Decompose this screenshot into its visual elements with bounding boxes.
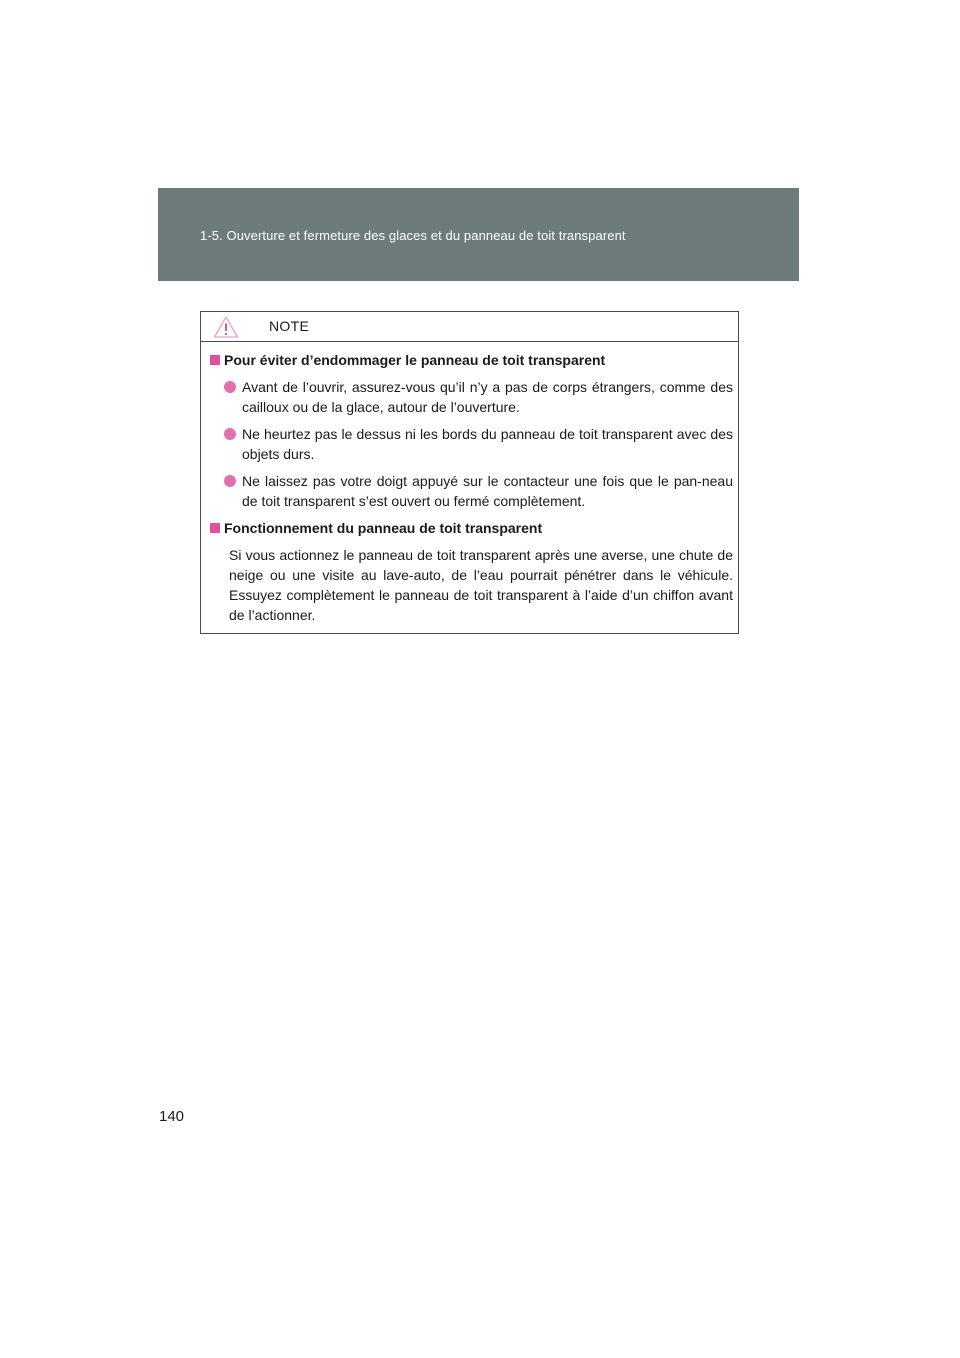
note-box [200,311,739,634]
note-header [201,312,738,342]
square-bullet-icon [210,523,220,533]
list-item [210,424,733,464]
section-heading [210,350,733,370]
section-heading-text: Fonctionnement du panneau de toit transparent [224,520,543,536]
list-item [210,377,733,417]
list-item-text: Avant de l’ouvrir, assurez-vous qu’il n’y a pas de corps étrangers, comme des cailloux ou de la glace, autour de l’ouverture. [242,379,733,415]
note-body [210,350,733,625]
note-title: NOTE [269,318,310,334]
round-bullet-icon [224,428,236,440]
section-heading-text: Pour éviter d’endommager le panneau de toit transparent [224,352,606,368]
square-bullet-icon [210,355,220,365]
section-paragraph: Si vous actionnez le panneau de toit transparent après une averse, une chute de neige ou une visite au lave-auto, de l’eau pourrait pénétrer dans le véhicule. Essuyez complètement le panneau de toit transparent à l’aide d’un chiffon avant de l’actionner. [229,547,733,623]
section-heading [210,518,733,538]
section-title: 1-5. Ouverture et fermeture des glaces et du panneau de toit transparent [200,228,626,243]
page-number: 140 [159,1108,185,1125]
round-bullet-icon [224,475,236,487]
section-header-band [158,188,799,281]
warning-triangle-icon [213,315,239,339]
list-item-text: Ne laissez pas votre doigt appuyé sur le contacteur une fois que le pan-neau de toit transparent s’est ouvert ou fermé complètement. [242,473,733,509]
round-bullet-icon [224,381,236,393]
list-item-text: Ne heurtez pas le dessus ni les bords du panneau de toit transparent avec des objets durs. [242,426,733,462]
list-item [210,471,733,511]
